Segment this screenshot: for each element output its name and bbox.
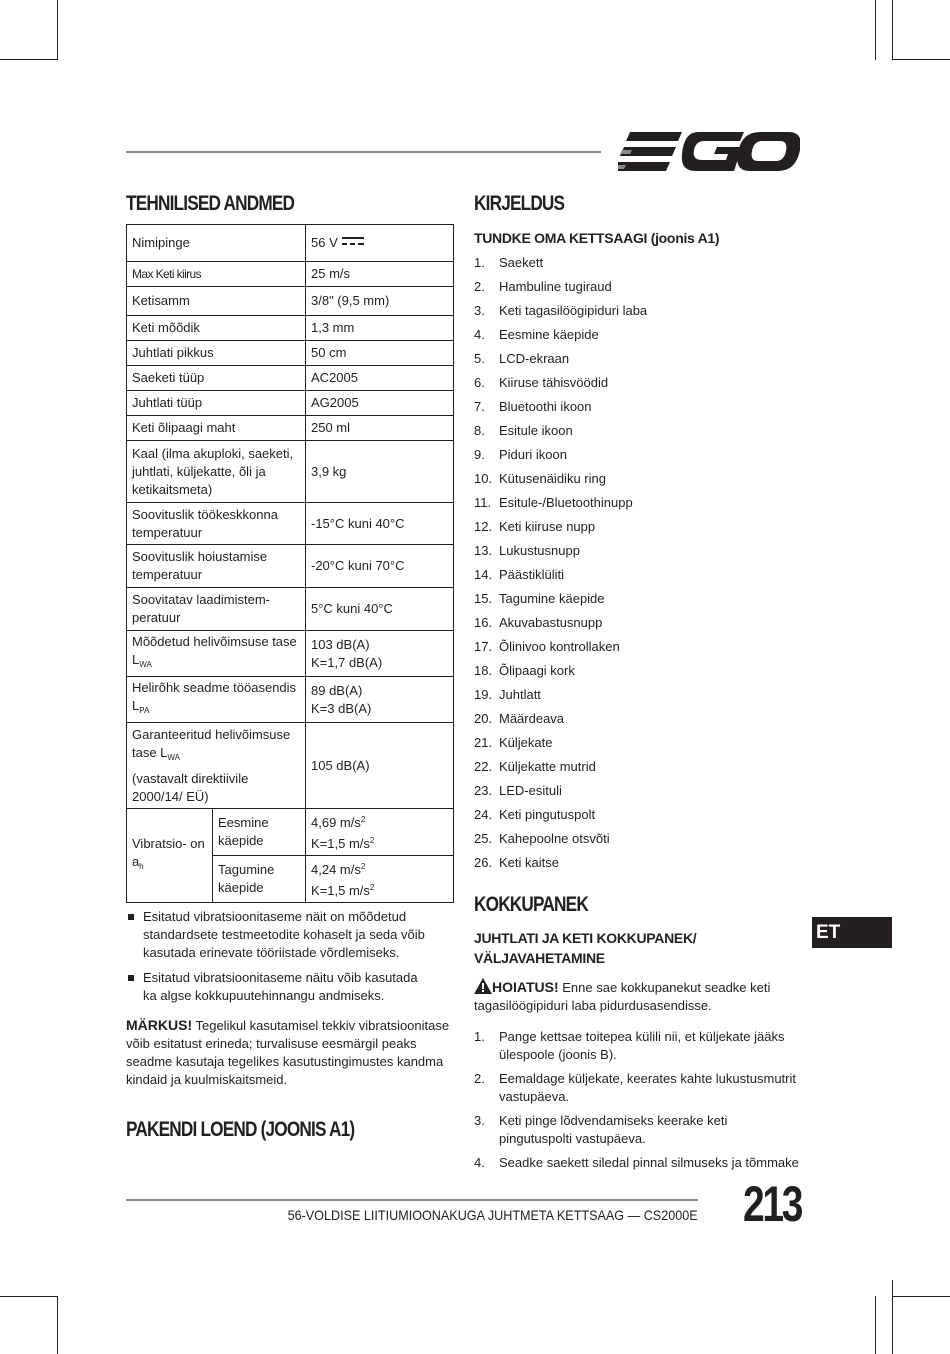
list-item-number: 20.	[474, 711, 493, 726]
table-row	[127, 225, 454, 262]
list-item-number: 12.	[474, 519, 493, 534]
spec-value: AC2005	[306, 366, 454, 391]
list-item-number: 22.	[474, 759, 493, 774]
spec-value: 250 ml	[306, 416, 454, 441]
crop-mark	[0, 1296, 58, 1297]
list-item-number: 21.	[474, 735, 493, 750]
list-item-number: 26.	[474, 855, 493, 870]
spec-label: Saeketi tüüp	[127, 366, 306, 391]
list-item-number: 6.	[474, 375, 485, 390]
list-item-label: Piduri ikoon	[499, 447, 567, 462]
list-item-number: 1.	[474, 255, 485, 270]
list-item-label: Juhtlatt	[499, 687, 541, 702]
table-row	[127, 262, 454, 287]
subsection-title-know-saw: TUNDKE OMA KETTSAAGI (joonis A1)	[474, 230, 720, 246]
section-title-assembly: KOKKUPANEK	[474, 893, 588, 916]
spec-label: Keti õlipaagi maht	[127, 416, 306, 441]
spec-label: Juhtlati pikkus	[127, 341, 306, 366]
list-item-number: 23.	[474, 783, 493, 798]
spec-value: 56 V	[306, 225, 454, 262]
spec-value: 103 dB(A) K=1,7 dB(A)	[306, 631, 454, 677]
spec-value: 89 dB(A) K=3 dB(A)	[306, 677, 454, 723]
list-item-label: LED-esituli	[499, 783, 562, 798]
list-item-number: 11.	[474, 495, 492, 510]
table-row	[127, 631, 454, 677]
table-row	[127, 287, 454, 316]
spec-label: Kaal (ilma akuploki, saeketi, juhtlati, küljekatte, õli ja ketikaitsmeta)	[127, 441, 306, 503]
subsection-title-bar-chain: JUHTLATI JA KETI KOKKUPANEK/ VÄLJAVAHETAMINE	[474, 930, 697, 966]
list-item-label: Hambuline tugiraud	[499, 279, 612, 294]
spec-label: Keti mõõdik	[127, 316, 306, 341]
list-item-label: Keti kaitse	[499, 855, 559, 870]
list-item-label: Eesmine käepide	[499, 327, 599, 342]
list-item-number: 4.	[474, 327, 485, 342]
table-row	[127, 416, 454, 441]
spec-label: Nimipinge	[127, 225, 306, 262]
spec-label: Soovituslik hoiustamise temperatuur	[127, 545, 306, 588]
page-number: 213	[743, 1176, 802, 1232]
spec-value: -15°C kuni 40°C	[306, 503, 454, 545]
vibration-part: Tagumine käepide	[213, 856, 306, 903]
header-rule	[126, 151, 601, 153]
list-item-label: Küljekate	[499, 735, 553, 750]
list-item-number: 17.	[474, 639, 493, 654]
dc-symbol-icon	[342, 236, 364, 248]
list-item-label: Saekett	[499, 255, 544, 270]
warning-triangle-icon	[474, 978, 492, 994]
crop-mark	[0, 59, 58, 60]
list-item-label: Õlipaagi kork	[499, 663, 575, 678]
list-item-number: 15.	[474, 591, 493, 606]
bullet-square-icon	[128, 975, 134, 981]
spec-value: 105 dB(A)	[306, 723, 454, 809]
list-item-number: 7.	[474, 399, 485, 414]
list-item-label: Küljekatte mutrid	[499, 759, 596, 774]
spec-table	[126, 224, 454, 903]
list-item-label: Akuvabastusnupp	[499, 615, 603, 630]
crop-mark	[892, 1280, 893, 1354]
table-row	[127, 588, 454, 631]
table-row	[127, 545, 454, 588]
table-row	[127, 441, 454, 503]
spec-value: 50 cm	[306, 341, 454, 366]
section-title-description: KIRJELDUS	[474, 192, 565, 215]
spec-label: Mõõdetud helivõimsuse tase $L_{WA}$	[127, 631, 306, 677]
spec-label: Garanteeritud helivõimsuse tase $L_{WA}$ (vastavalt direktiivile 2000/14/ EÜ)	[127, 723, 306, 809]
list-item-label: Päästiklüliti	[499, 567, 565, 582]
list-item-label: LCD-ekraan	[499, 351, 570, 366]
list-item-number: 3.	[474, 303, 485, 318]
footer-title: 56-VOLDISE LIITIUMIOONAKUGA JUHTMETA KETTSAAG — CS2000E	[287, 1207, 698, 1223]
list-item-label: Kütusenäidiku ring	[499, 471, 606, 486]
crop-mark	[875, 0, 876, 60]
list-item-label: Bluetoothi ikoon	[499, 399, 592, 414]
table-row	[127, 723, 454, 809]
list-item-label: Kahepoolne otsvõti	[499, 831, 610, 846]
list-item-number: 8.	[474, 423, 485, 438]
bullet-item: Esitatud vibratsioonitaseme näit on mõõdetud standardsete testmeetodite kohaselt ja seda võib kasutada erinevate tööriistade võrdlemiseks.	[126, 908, 433, 962]
spec-label: Max Keti kiirus	[127, 262, 306, 287]
list-item-label: Esitule-/Bluetoothinupp	[499, 495, 633, 510]
spec-value: 3,9 kg	[306, 441, 454, 503]
crop-mark	[875, 1296, 876, 1354]
list-item-number: 18.	[474, 663, 493, 678]
list-item-label: Tagumine käepide	[499, 591, 605, 606]
list-item-number: 14.	[474, 567, 493, 582]
spec-value: 4,69 $m/s^2$ K=1,5 $m/s^2$	[306, 809, 454, 856]
footer-rule	[126, 1199, 698, 1201]
table-row	[127, 809, 454, 856]
section-title-package: PAKENDI LOEND (JOONIS A1)	[126, 1118, 355, 1141]
vibration-label: Vibratsio- on $a_h$	[127, 809, 213, 903]
vibration-part: Eesmine käepide	[213, 809, 306, 856]
list-item-number: 2.	[474, 279, 485, 294]
list-item-number: 5.	[474, 351, 485, 366]
spec-value: -20°C kuni 70°C	[306, 545, 454, 588]
language-tab: ET	[812, 917, 892, 948]
list-item-number: 16.	[474, 615, 493, 630]
list-item-number: 13.	[474, 543, 493, 558]
table-row	[127, 341, 454, 366]
bullet-item: Esitatud vibratsioonitaseme näitu võib kasutada ka algse kokkupuutehinnangu andmiseks.	[126, 969, 433, 1005]
spec-value: 1,3 mm	[306, 316, 454, 341]
warning-paragraph: HOIATUS! Enne sae kokkupanekut seadke keti tagasilöögipiduri laba pidurdusasendisse.	[474, 979, 771, 1013]
ego-logo	[618, 130, 800, 172]
table-row	[127, 503, 454, 545]
spec-value: 4,24 $m/s^2$ K=1,5 $m/s^2$	[306, 856, 454, 903]
list-item-number: 24.	[474, 807, 493, 822]
crop-mark	[892, 59, 950, 60]
crop-mark	[892, 1296, 950, 1297]
list-item-label: Keti kiiruse nupp	[499, 519, 596, 534]
spec-value: AG2005	[306, 391, 454, 416]
spec-label: Soovituslik töökeskkonna temperatuur	[127, 503, 306, 545]
list-item-label: Õlinivoo kontrollaken	[499, 639, 620, 654]
crop-mark	[57, 0, 58, 60]
spec-value: 3/8" (9,5 mm)	[306, 287, 454, 316]
spec-label: Juhtlati tüüp	[127, 391, 306, 416]
list-item-label: Kiiruse tähisvöödid	[499, 375, 609, 390]
assembly-step: 1. Pange kettsae toitepea külili nii, et küljekate jääks ülespoole (joonis B).	[474, 1029, 785, 1062]
section-title-tech-data: TEHNILISED ANDMED	[126, 192, 295, 215]
list-item-number: 19.	[474, 687, 493, 702]
table-row	[127, 391, 454, 416]
list-item-number: 10.	[474, 471, 493, 486]
list-item-label: Keti pingutuspolt	[499, 807, 596, 822]
list-item-label: Määrdeava	[499, 711, 565, 726]
spec-label: Ketisamm	[127, 287, 306, 316]
list-item-number: 25.	[474, 831, 493, 846]
list-item-label: Keti tagasilöögipiduri laba	[499, 303, 648, 318]
table-row	[127, 366, 454, 391]
list-item-number: 9.	[474, 447, 485, 462]
crop-mark	[892, 0, 893, 60]
table-row	[127, 677, 454, 723]
list-item-label: Lukustusnupp	[499, 543, 580, 558]
assembly-step: 3. Keti pinge lõdvendamiseks keerake keti pingutuspolti vastupäeva.	[474, 1113, 728, 1146]
bullet-square-icon	[128, 914, 134, 920]
list-item-label: Esitule ikoon	[499, 423, 573, 438]
spec-value: 25 m/s	[306, 262, 454, 287]
spec-value: 5°C kuni 40°C	[306, 588, 454, 631]
note-paragraph: MÄRKUS! Tegelikul kasutamisel tekkiv vibratsioonitase võib esitatust erineda; turvalisuse eesmärgil peaks seadme kasutaja tegelikes kasutustingimustes kandma kindaid ja kuulmiskaitsmeid.	[126, 1017, 450, 1087]
assembly-step: 2. Eemaldage küljekate, keerates kahte lukustusmutrit vastupäeva.	[474, 1071, 796, 1104]
spec-label: Helirõhk seadme tööasendis $L_{PA}$	[127, 677, 306, 723]
table-row	[127, 316, 454, 341]
assembly-step: 4. Seadke saekett siledal pinnal silmuseks ja tõmmake	[474, 1155, 799, 1170]
spec-label: Soovitatav laadimistem-peratuur	[127, 588, 306, 631]
crop-mark	[57, 1296, 58, 1354]
